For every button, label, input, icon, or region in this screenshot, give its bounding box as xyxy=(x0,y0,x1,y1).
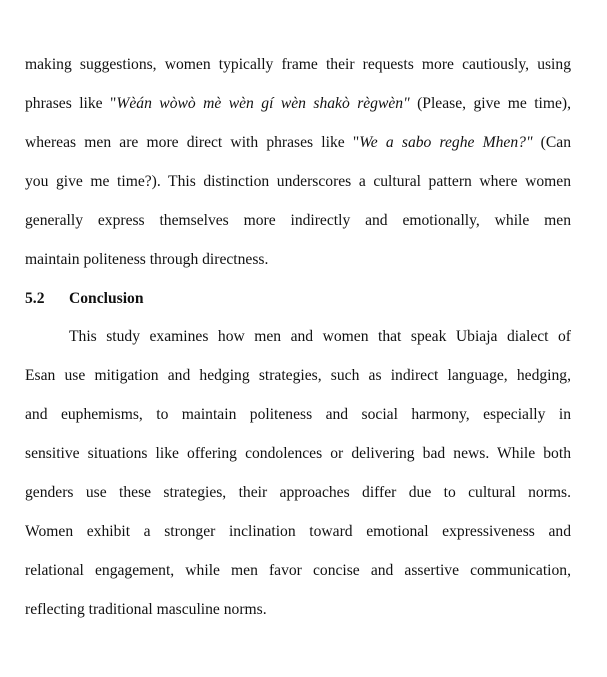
text-run: (Can xyxy=(532,134,571,151)
text-line: Women exhibit a stronger inclination toward emotional expressiveness and xyxy=(25,523,571,540)
text-line: maintain politeness through directness. xyxy=(25,251,269,268)
text-line: and euphemisms, to maintain politeness and social harmony, especially in xyxy=(25,406,571,423)
section-title: Conclusion xyxy=(69,290,144,307)
text-run: This study examines how men and women that speak Ubiaja dialect of xyxy=(69,328,571,345)
text-line: genders use these strategies, their approaches differ due to cultural norms. xyxy=(25,484,571,501)
text-line: Esan use mitigation and hedging strategies, such as indirect language, hedging, xyxy=(25,367,571,384)
document-page xyxy=(25,52,571,636)
text-line: you give me time?). This distinction underscores a cultural pattern where women xyxy=(25,173,571,190)
text-run: phrases like " xyxy=(25,95,117,112)
text-run: (Please, give me time), xyxy=(409,95,571,112)
paragraph-gender-requests xyxy=(25,52,571,286)
text-run: whereas men are more direct with phrases like " xyxy=(25,134,360,151)
text-line: making suggestions, women typically frame their requests more cautiously, using xyxy=(25,56,571,73)
text-line: reflecting traditional masculine norms. xyxy=(25,601,267,618)
text-line: generally express themselves more indirectly and emotionally, while men xyxy=(25,212,571,229)
paragraph-conclusion xyxy=(25,324,571,636)
section-heading xyxy=(25,286,571,324)
text-line xyxy=(25,324,571,363)
text-line xyxy=(25,91,571,130)
esan-phrase: We a sabo reghe Mhen?" xyxy=(359,134,533,151)
text-line xyxy=(25,130,571,169)
esan-phrase: Wèán wòwò mè wèn gí wèn shakò règwèn" xyxy=(116,95,410,112)
text-line: sensitive situations like offering condolences or delivering bad news. While both xyxy=(25,445,571,462)
text-line: relational engagement, while men favor concise and assertive communication, xyxy=(25,562,571,579)
section-number: 5.2 xyxy=(25,290,45,307)
